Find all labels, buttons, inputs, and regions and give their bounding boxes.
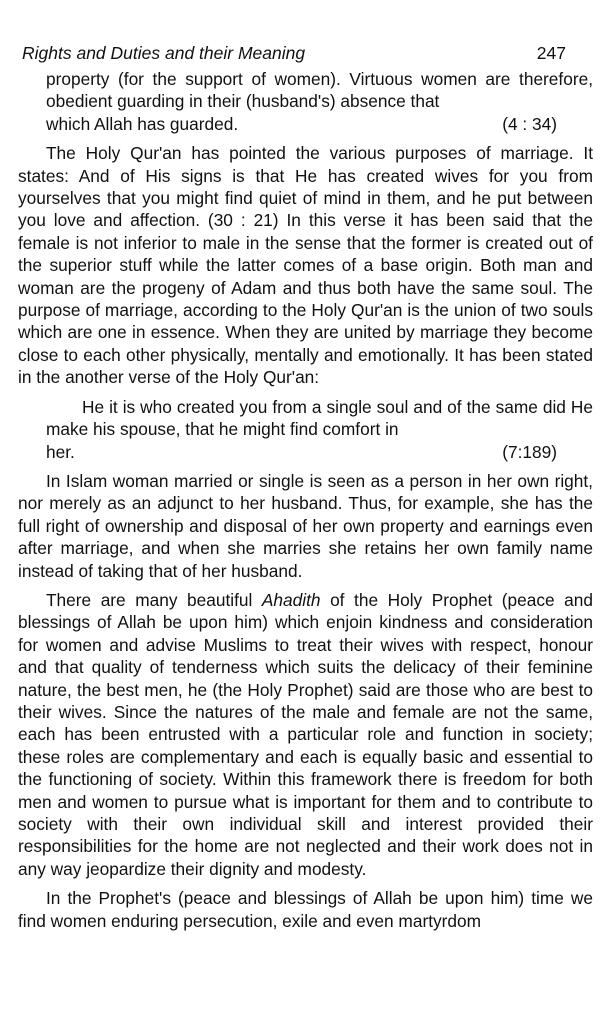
quote-2-reference: (7:189) bbox=[502, 441, 557, 462]
page-header bbox=[22, 42, 566, 64]
quote-1-tail-text: which Allah has guarded. bbox=[46, 113, 239, 134]
quote-1-tail bbox=[46, 113, 593, 135]
paragraph-3-rest: of the Holy Prophet (peace and blessings of Allah be upon him) which enjoin kindness and consideration for women and advise Muslims to treat their wives with respect, honour and that quality of tenderness which suits the delicacy of their feminine nature, the best men, he (the Holy Prophet) said are those who are best to their wives. Since the natures of the male and female are not the same, each has been entrusted with a particular role and function in society; these roles are complementary and each is equally basic and essential to the functioning of society. Within this framework there is freedom for both men and women to pursue what is important for them and to contribute to society with their own individual skill and interest provided their responsibilities for the home are not neglected and their work does not in any way jeopardize their dignity and modesty. bbox=[18, 589, 594, 879]
quote-2-text: He it is who created you from a single soul and of the same did He make his spouse, that he might find comfort in bbox=[46, 396, 593, 440]
paragraph-2: In Islam woman married or single is seen as a person in her own right, nor merely as an adjunct to her husband. Thus, for example, she has the full right of ownership and disposal of her own property and earnings even after marriage, and when she marries she retains her own family name instead of taking that of her husband. bbox=[18, 470, 593, 581]
page-number: 247 bbox=[536, 43, 566, 63]
paragraph-4: In the Prophet's (peace and blessings of Allah be upon him) time we find women enduring persecution, exile and even martyrdom bbox=[18, 888, 593, 931]
body-text bbox=[18, 68, 593, 932]
paragraph-1: The Holy Qur'an has pointed the various purposes of marriage. It states: And of His signs is that He has created wives for you from yourselves that you might find quiet of mind in them, and he put between you love and affection. (30 : 21) In this verse it has been said that the female is not inferior to male in the sense that the former is created out of the superior stuff while the latter comes of a base origin. Both man and woman are the progeny of Adam and thus both have the same soul. The purpose of marriage, according to the Holy Qur'an is the union of two souls which are one in essence. When they are united by marriage they become close to each other physically, mentally and emotionally. It has been stated in the another verse of the Holy Qur'an: bbox=[18, 143, 593, 388]
quote-block-1 bbox=[46, 68, 593, 135]
quote-1-text: property (for the support of women). Virtuous women are therefore, obedient guarding in their (husband's) absence that bbox=[46, 69, 593, 112]
paragraph-3-lead: There are many beautiful bbox=[46, 589, 262, 610]
paragraph-3-italic-term: Ahadith bbox=[261, 589, 321, 610]
quote-2-tail bbox=[46, 441, 593, 463]
quote-1-reference: (4 : 34) bbox=[502, 113, 557, 134]
running-head: Rights and Duties and their Meaning bbox=[22, 43, 306, 63]
quote-block-2 bbox=[46, 396, 593, 463]
paragraph-3 bbox=[18, 589, 593, 880]
quote-2-tail-text: her. bbox=[46, 441, 75, 462]
